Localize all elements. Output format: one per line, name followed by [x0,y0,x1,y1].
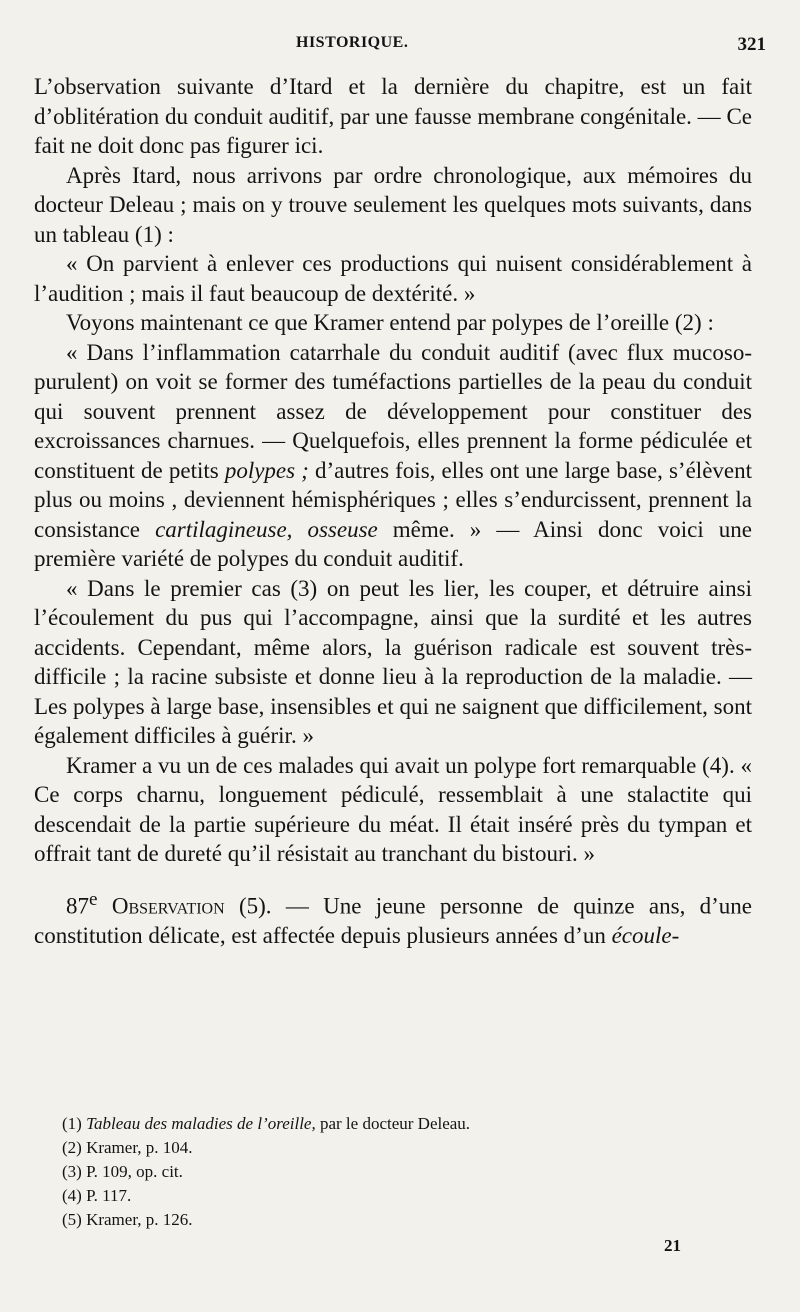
page-number: 321 [737,34,766,55]
paragraph-5-part-1: « Dans l’inflammation catarrhale du conduit auditif (avec flux mucoso-purulent) on voit se former des tuméfactions partielles de la peau du conduit qui souvent prennent assez de développement pour constituer des excroissances charnues. — Quelquefois, elles prennent la forme pédiculée et constituent de petits [34,339,752,483]
footnote-2: (2) Kramer, p. 104. [62,1138,193,1157]
footnote-1-mark: (1) [62,1114,82,1133]
paragraph-6: « Dans le premier cas (3) on peut les lier, les couper, et détruire ainsi l’écoulement du pus qui l’accompagne, ainsi que la surdité et les autres accidents. Cependant, même alors, la guérison radicale est souvent très-difficile ; la racine subsiste et donne lieu à la reproduction de la maladie. — Les polypes à large base, insensibles et qui ne saignent que difficilement, sont également difficiles à guérir. » [34,575,752,748]
paragraph-1: L’observation suivante d’Itard et la dernière du chapitre, est un fait d’oblitération du conduit auditif, par une fausse membrane congénitale. — Ce fait ne doit donc pas figurer ici. [34,74,752,158]
paragraph-5-part-2: d’autres fois, elles ont une large base, s’élèvent plus ou moins , deviennent hémisphériques ; elles s’endurcissent, prennent la consistance [34,457,752,542]
footnote-4: (4) P. 117. [62,1186,132,1205]
observation-ordinal: e [89,888,98,910]
observation-italic: écoule- [611,922,680,948]
running-title: HISTORIQUE. [296,34,409,51]
body-text [34,72,752,950]
paragraph-7: Kramer a vu un de ces malades qui avait un polype fort remarquable (4). « Ce corps charnu, longuement pédiculé, ressemblait à une stalactite qui descendait de la partie supérieure du méat. Il était inséré près du tympan et offrait tant de dureté qu’il résistait au tranchant du bistouri. » [34,752,752,866]
italic-cartilagineuse: cartilagineuse, osseuse [155,516,378,542]
running-header [0,34,800,64]
observation-paragraph [34,885,752,951]
observation-number: 87 [66,893,89,919]
footnotes [62,1112,742,1232]
paragraph-5 [34,338,752,574]
paragraph-5-part-3: même. » — Ainsi donc voici une première variété de polypes du conduit auditif. [34,516,752,571]
italic-polypes: polypes ; [224,457,309,483]
observation-label: Observation [111,893,225,919]
footnote-5: (5) Kramer, p. 126. [62,1210,193,1229]
footnote-1 [62,1112,742,1136]
observation-text: (5). — Une jeune personne de quinze ans, d’une constitution délicate, est affectée depuis plusieurs années d’un [34,893,752,948]
paragraph-3: « On parvient à enlever ces productions qui nuisent considérablement à l’audition ; mais il faut beaucoup de dextérité. » [34,251,752,306]
paragraph-4: Voyons maintenant ce que Kramer entend par polypes de l’oreille (2) : [66,310,714,335]
signature-mark: 21 [664,1236,681,1255]
footnote-1-rest: par le docteur Deleau. [315,1114,471,1133]
footnote-3: (3) P. 109, op. cit. [62,1162,183,1181]
footnote-1-italic: Tableau des maladies de l’oreille, [86,1114,316,1133]
paragraph-2: Après Itard, nous arrivons par ordre chronologique, aux mémoires du docteur Deleau ; mais on y trouve seulement les quelques mots suivants, dans un tableau (1) : [34,162,752,247]
